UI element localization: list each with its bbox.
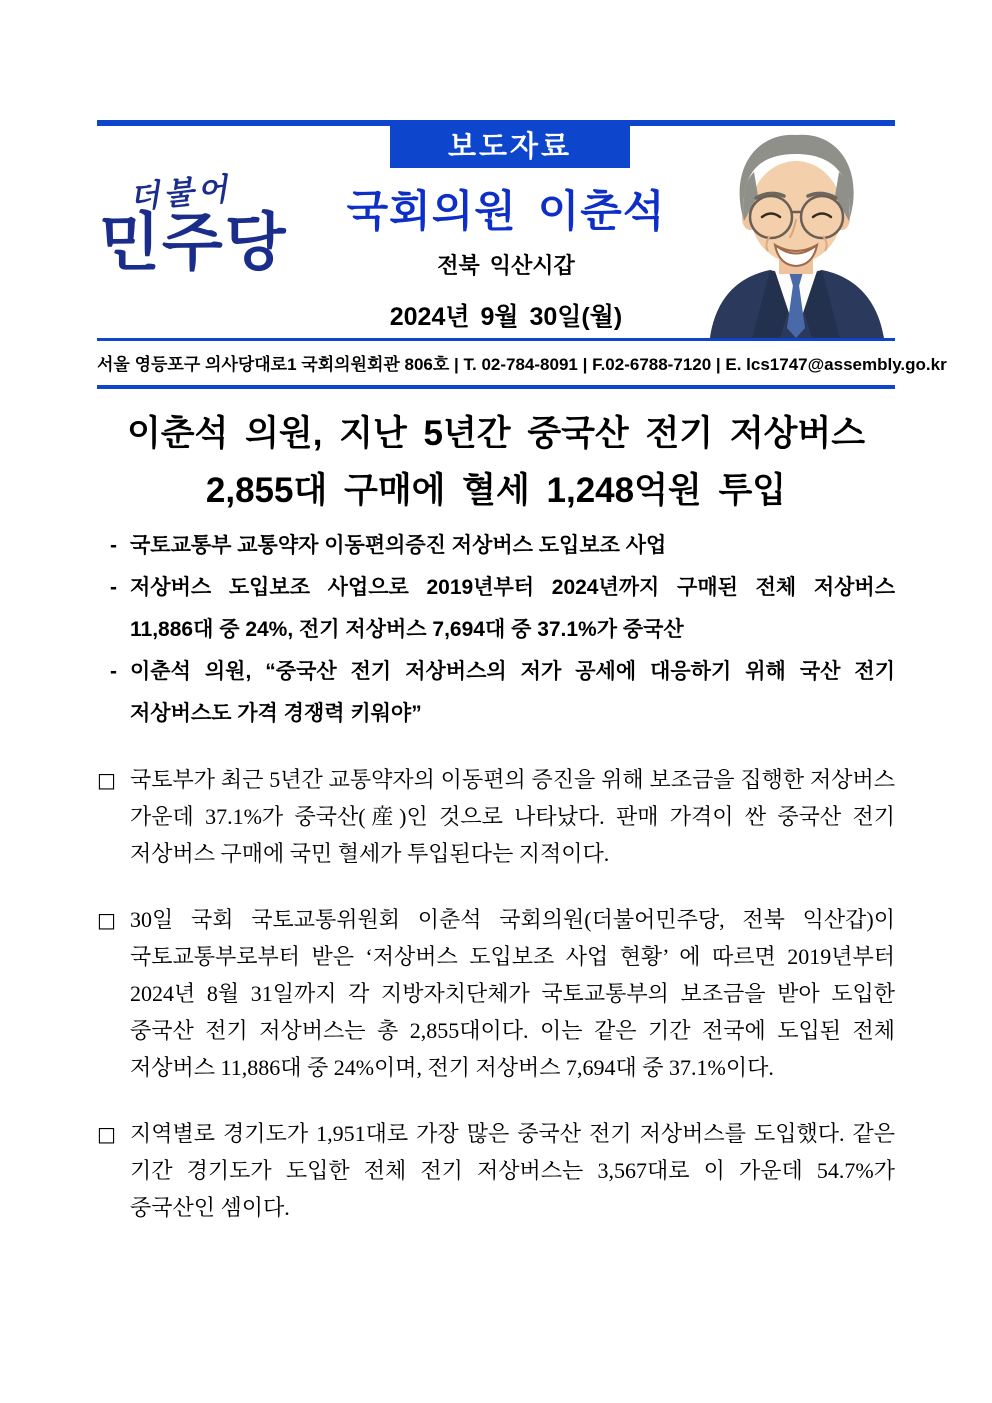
paragraph-text: 지역별로 경기도가 1,951대로 가장 많은 중국산 전기 저상버스를 도입했다. 같은 기간 경기도가 도입한 전체 전기 저상버스는 3,567대로 이 가운데 54.7%가 중국산인 셈이다. bbox=[130, 1121, 895, 1220]
highlight-item bbox=[110, 567, 895, 651]
press-release-badge: 보도자료 bbox=[390, 126, 630, 168]
headline-line1: 이춘석 의원, 지난 5년간 중국산 전기 저상버스 bbox=[126, 414, 866, 453]
body-paragraph bbox=[97, 761, 895, 872]
paragraph-text: 국토부가 최근 5년간 교통약자의 이동편의 증진을 위해 보조금을 집행한 저상버스 가운데 37.1%가 중국산(産)인 것으로 나타났다. 판매 가격이 싼 중국산 전기 저상버스 구매에 국민 혈세가 투입된다는 지적이다. bbox=[130, 767, 895, 866]
headline bbox=[97, 405, 895, 519]
body-paragraph bbox=[97, 901, 895, 1086]
paragraph-section bbox=[97, 761, 895, 1226]
contact-line: 서울 영등포구 의사당대로1 국회의원회관 806호 | T. 02-784-8091 | F.02-6788-7120 | E. lcs1747@assembly.go.kr bbox=[97, 355, 947, 374]
paragraph-text: 30일 국회 국토교통위원회 이춘석 국회의원(더불어민주당, 전북 익산갑)이 국토교통부로부터 받은 ‘저상버스 도입보조 사업 현황’ 에 따르면 2019년부터 2024년 8월 31일까지 각 지방자치단체가 국토교통부의 보조금을 받아 도입한 중국산 전기 저상버스는 총 2,855대이다. 이는 같은 기간 전국에 도입된 전체 저상버스 11,886대 중 24%이며, 전기 저상버스 7,694대 중 37.1%이다. bbox=[130, 907, 895, 1080]
headline-line2: 2,855대 구매에 혈세 1,248억원 투입 bbox=[205, 471, 787, 510]
highlight-list bbox=[97, 525, 895, 735]
highlight-text: 저상버스 도입보조 사업으로 2019년부터 2024년까지 구매된 전체 저상버스 11,886대 중 24%, 전기 저상버스 7,694대 중 37.1%가 중국산 bbox=[130, 576, 895, 641]
highlight-text: 이춘석 의원, “중국산 전기 저상버스의 저가 공세에 대응하기 위해 국산 전기 저상버스도 가격 경쟁력 키워야” bbox=[130, 660, 895, 725]
masthead bbox=[97, 0, 947, 385]
district-label: 전북 익산시갑 bbox=[437, 253, 575, 278]
box-marker: □ bbox=[97, 908, 116, 932]
contact-bar bbox=[97, 338, 947, 389]
dash-marker: - bbox=[110, 534, 117, 557]
highlight-item bbox=[110, 651, 895, 735]
box-marker: □ bbox=[97, 1122, 116, 1146]
party-logo-name-text: 민주당 bbox=[99, 208, 288, 278]
highlight-item bbox=[110, 525, 895, 567]
member-title: 국회의원 이춘석 bbox=[346, 188, 666, 236]
body-paragraph bbox=[97, 1115, 895, 1226]
dash-marker: - bbox=[110, 660, 117, 683]
box-marker: □ bbox=[97, 768, 116, 792]
member-photo bbox=[700, 126, 893, 338]
member-portrait-illustration bbox=[700, 126, 893, 338]
document-body bbox=[97, 405, 895, 1226]
party-logo-script-text: 더불어 bbox=[128, 171, 233, 216]
dash-marker: - bbox=[110, 576, 117, 599]
release-date: 2024년 9월 30일(월) bbox=[389, 303, 623, 331]
highlight-text: 국토교통부 교통약자 이동편의증진 저상버스 도입보조 사업 bbox=[130, 534, 667, 557]
